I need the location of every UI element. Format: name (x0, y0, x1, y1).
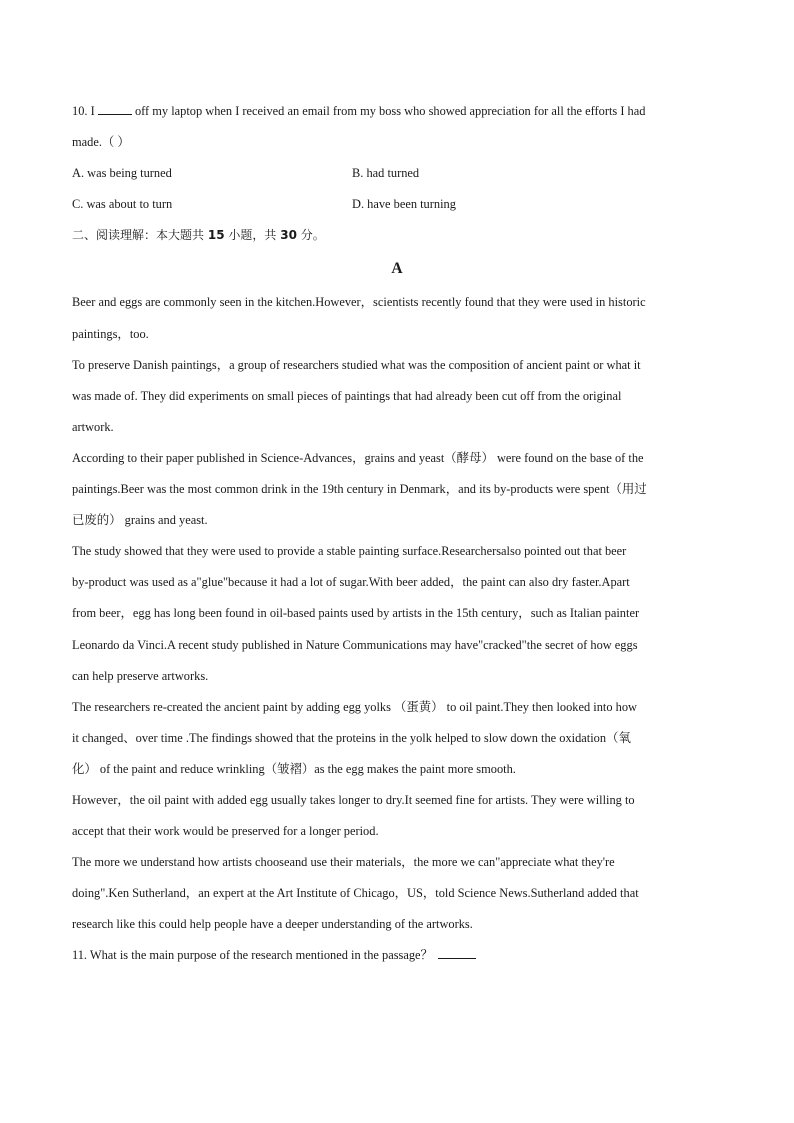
total-score: 30 (280, 228, 297, 243)
question-11-stem (72, 940, 722, 971)
passage-line: from beer，egg has long been found in oil-based paints used by artists in the 15th century，such as Italian painter (72, 606, 640, 621)
passage-line: However，the oil paint with added egg usually takes longer to dry.It seemed fine for artists. They were willing to (72, 792, 635, 807)
passage-line: To preserve Danish paintings，a group of researchers studied what was the composition of ancient paint or what it (72, 357, 641, 372)
passage-line: According to their paper published in Science-Advances，grains and yeast（酵母） were found on the base of the (72, 450, 644, 465)
question-10-stem-continued: made.（ ） (72, 135, 130, 150)
passage-line: The researchers re-created the ancient paint by adding egg yolks （蛋黄） to oil paint.They then looked into how (72, 699, 637, 714)
passage-line: by-product was used as a"glue"because it had a lot of sugar.With beer added，the paint can also dry faster.Apart (72, 575, 630, 590)
passage-line: doing".Ken Sutherland，an expert at the Art Institute of Chicago，US，told Science News.Sutherland added that (72, 886, 639, 901)
option-c: C. was about to turn (72, 197, 173, 212)
question-10-text: off my laptop when I received an email from my boss who showed appreciation for all the efforts I had (134, 104, 646, 118)
passage-line: The study showed that they were used to provide a stable painting surface.Researchersalso pointed out that beer (72, 544, 627, 559)
passage-line: artwork. (72, 419, 114, 434)
question-10-number: 10. I (72, 104, 95, 118)
passage-line: paintings，too. (72, 326, 149, 341)
question-11-text: 11. What is the main purpose of the research mentioned in the passage？ (72, 948, 433, 963)
answer-blank (98, 103, 132, 115)
passage-line: it changed、over time .The findings showed that the proteins in the yolk helped to slow down the oxidation（氧 (72, 730, 631, 745)
passage-line: was made of. They did experiments on small pieces of paintings that had already been cut off from the original (72, 388, 622, 403)
question-10-stem (72, 96, 722, 127)
answer-blank (438, 947, 476, 959)
passage-line: accept that their work would be preserved for a longer period. (72, 824, 379, 839)
passage-title: A (391, 260, 403, 278)
options-row-2 (72, 189, 722, 220)
option-b: B. had turned (352, 166, 420, 181)
passage-body (72, 287, 722, 940)
passage-line: 化） of the paint and reduce wrinkling（皱褶）as the egg makes the paint more smooth. (72, 761, 516, 776)
passage-line: Beer and eggs are commonly seen in the kitchen.However，scientists recently found that they were used in historic (72, 295, 646, 310)
question-count: 15 (207, 228, 225, 243)
passage-line: can help preserve artworks. (72, 668, 209, 683)
passage-line: paintings.Beer was the most common drink in the 19th century in Denmark，and its by-products were spent（用过 (72, 482, 647, 497)
options-row-1 (72, 158, 722, 189)
passage-line: research like this could help people have a deeper understanding of the artworks. (72, 917, 473, 932)
option-a: A. was being turned (72, 166, 172, 181)
passage-line: Leonardo da Vinci.A recent study published in Nature Communications may have"cracked"the secret of how eggs (72, 637, 638, 652)
option-d: D. have been turning (352, 197, 456, 212)
passage-line: The more we understand how artists chooseand use their materials，the more we can"appreciate what they're (72, 855, 615, 870)
section-heading: 二、阅读理解：本大题共 15 小题，共 30 分。 (72, 228, 325, 243)
passage-line: 已废的） grains and yeast. (72, 513, 208, 528)
document-page (72, 96, 722, 972)
